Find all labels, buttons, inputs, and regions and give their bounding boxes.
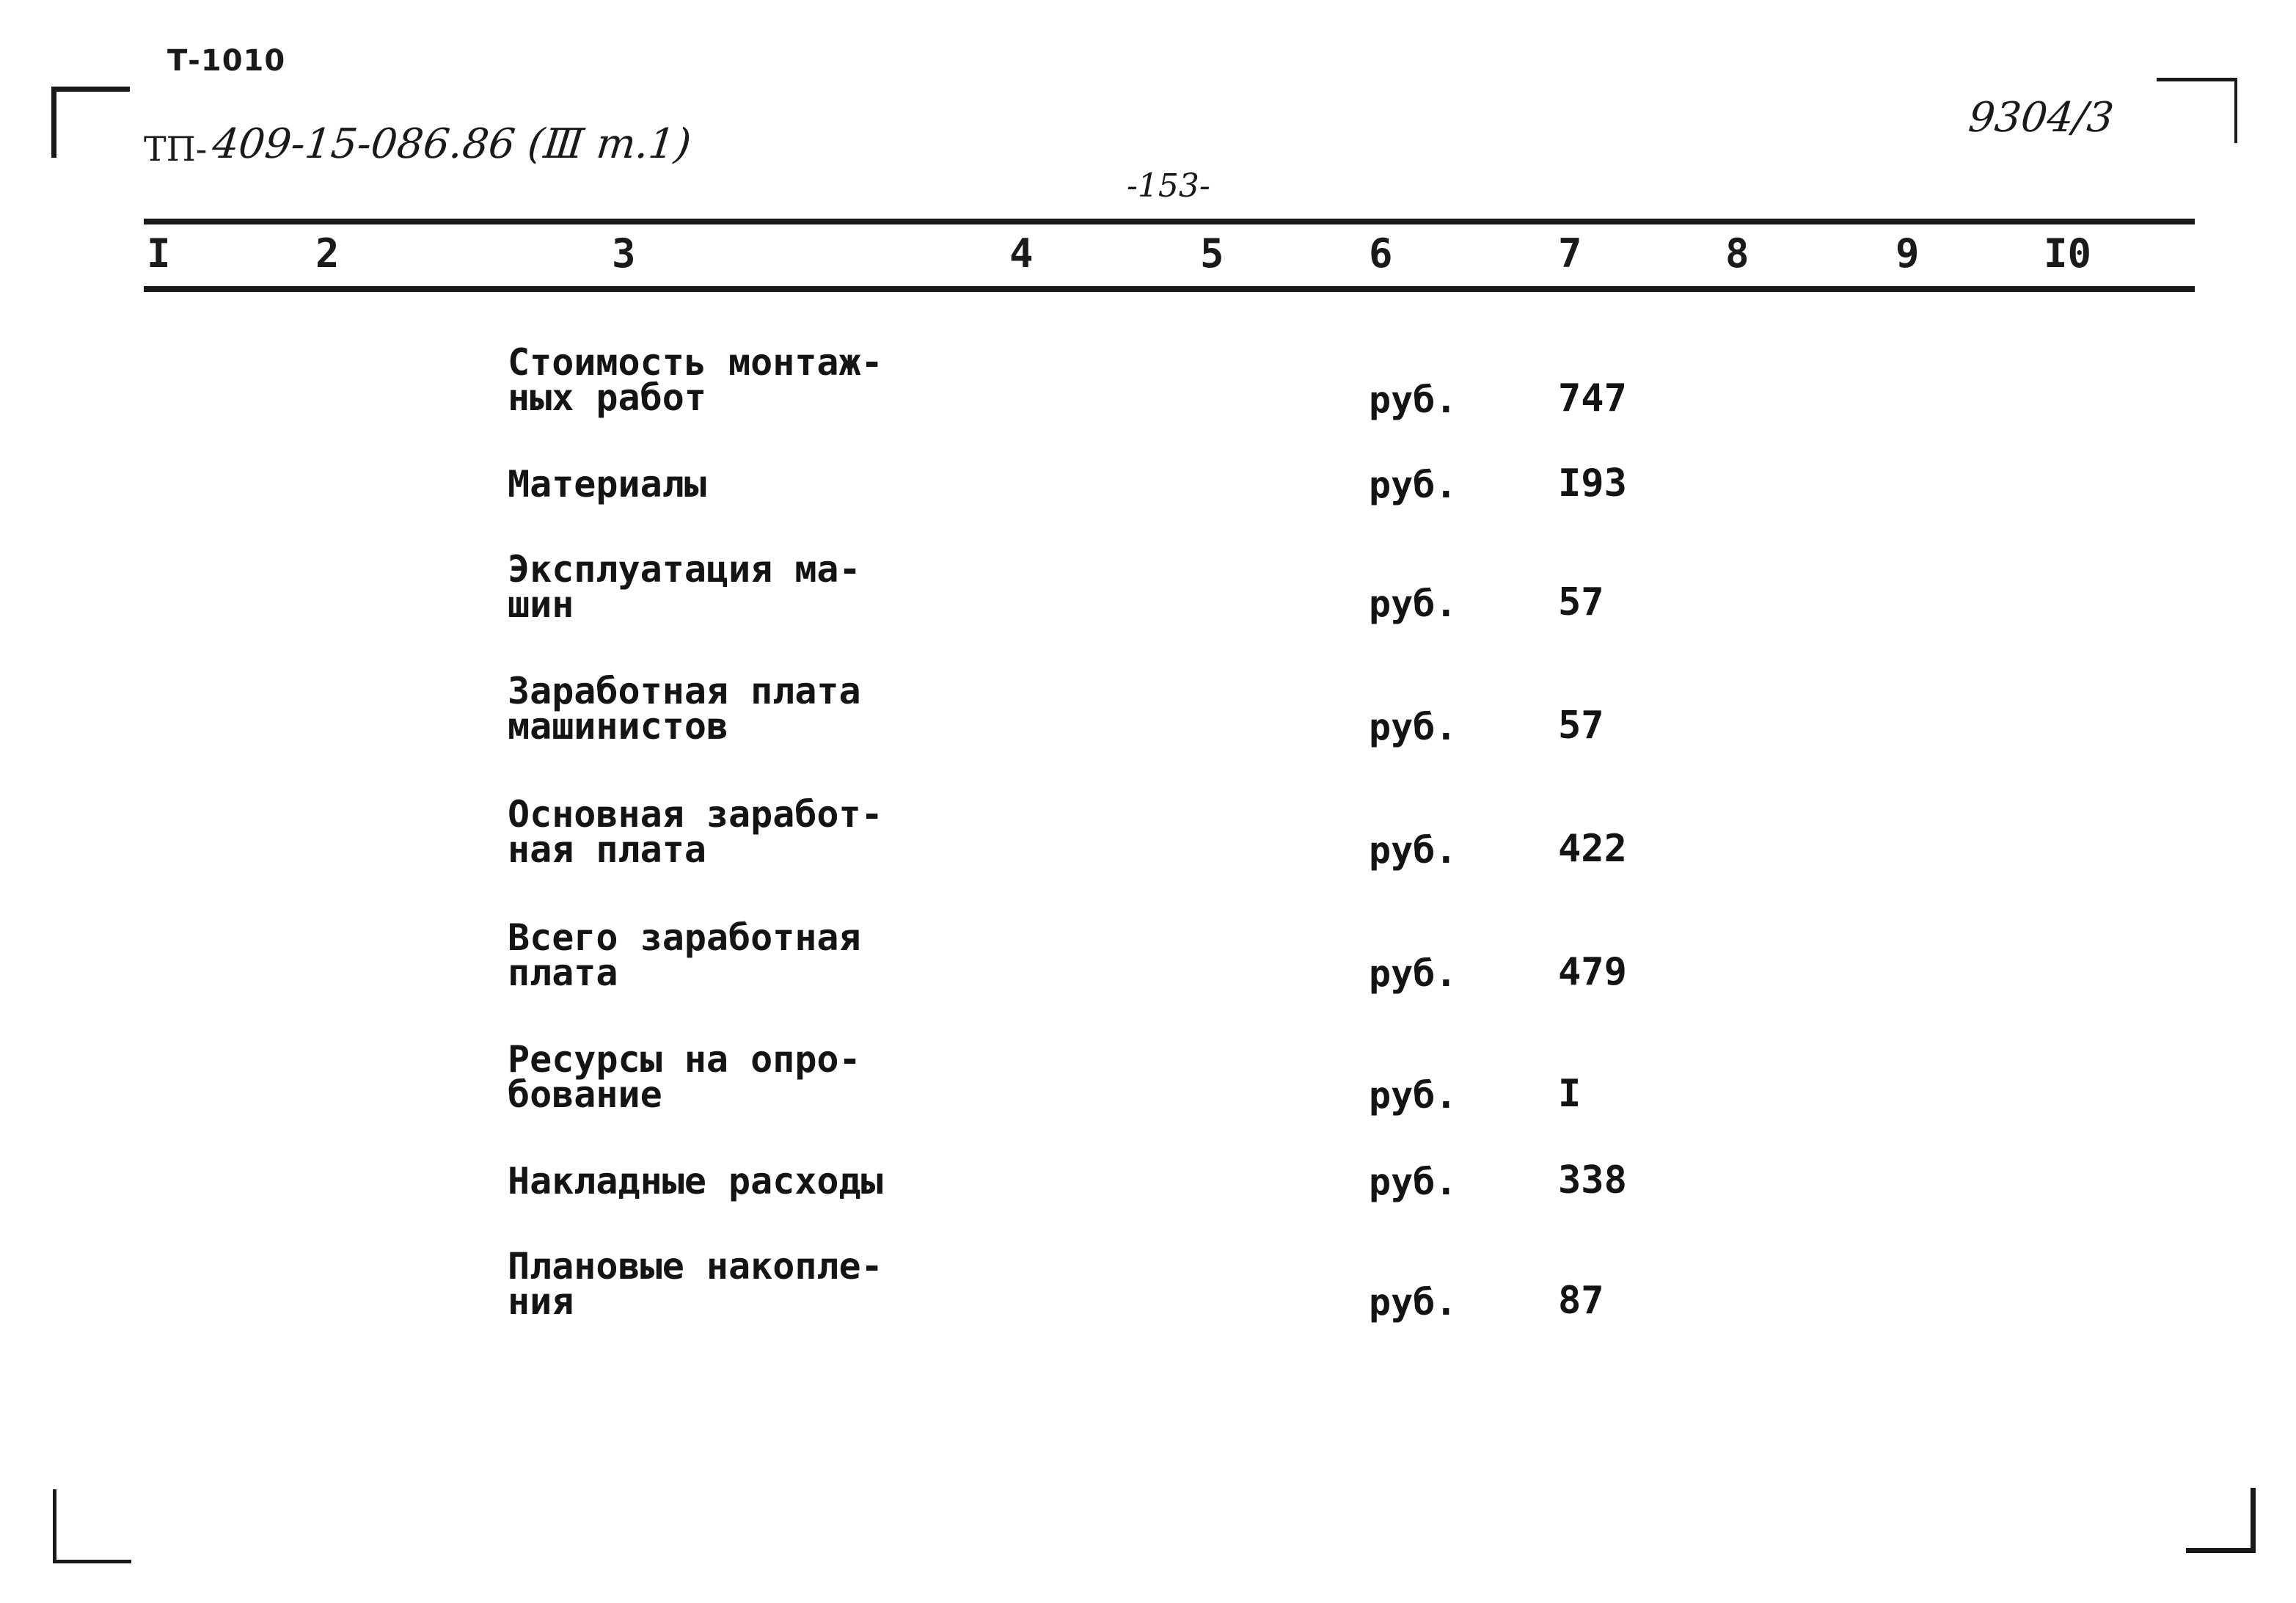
column-header-9: 9 [1895,230,1920,277]
row-unit: руб. [1369,1161,1458,1203]
row-name: Заработная плата машинистов [508,670,861,748]
table-header-bottom-rule [144,286,2195,292]
column-header-6: 6 [1369,230,1393,277]
column-header-4: 4 [1009,230,1034,277]
row-value: I [1558,1072,1582,1116]
row-unit: руб. [1369,1281,1458,1323]
row-value: 57 [1558,580,1604,624]
column-header-3: 3 [612,230,636,277]
page-number: -153- [1127,167,1210,205]
corner-mark-bottom-left [53,1489,131,1563]
table-header-top-rule [144,219,2195,224]
corner-mark-bottom-right [2186,1488,2256,1553]
corner-mark-top-left [51,87,130,158]
document-number: 409-15-086.86 (Ⅲ т.1) [210,120,694,168]
corner-mark-top-right [2157,78,2237,143]
row-name: Плановые накопле- ния [508,1245,883,1323]
row-unit: руб. [1369,1074,1458,1117]
row-value: 479 [1558,950,1627,994]
row-name: Всего заработная плата [508,916,861,994]
row-unit: руб. [1369,829,1458,872]
row-unit: руб. [1369,379,1458,421]
row-name: Ресурсы на опро- бование [508,1038,861,1116]
row-value: 338 [1558,1158,1627,1202]
column-header-8: 8 [1725,230,1750,277]
row-value: 747 [1558,376,1627,420]
row-unit: руб. [1369,706,1458,748]
row-value: 57 [1558,704,1604,748]
sheet-code: 9304/3 [1966,94,2116,142]
row-value: I93 [1558,461,1627,505]
row-unit: руб. [1369,952,1458,995]
document-prefix: ТП- [144,129,208,169]
row-unit: руб. [1369,464,1458,506]
row-name: Эксплуатация ма- шин [508,548,861,626]
row-name: Основная заработ- ная плата [508,793,883,871]
column-header-10: I0 [2044,230,2092,277]
archive-stamp: Т-1010 [167,44,286,78]
row-value: 87 [1558,1279,1604,1323]
column-header-2: 2 [315,230,340,277]
row-name: Накладные расходы [508,1160,883,1202]
row-unit: руб. [1369,583,1458,625]
column-header-1: I [147,230,171,277]
row-value: 422 [1558,827,1627,871]
column-header-7: 7 [1558,230,1582,277]
row-name: Стоимость монтаж- ных работ [508,341,883,419]
column-header-5: 5 [1200,230,1224,277]
row-name: Материалы [508,463,706,505]
